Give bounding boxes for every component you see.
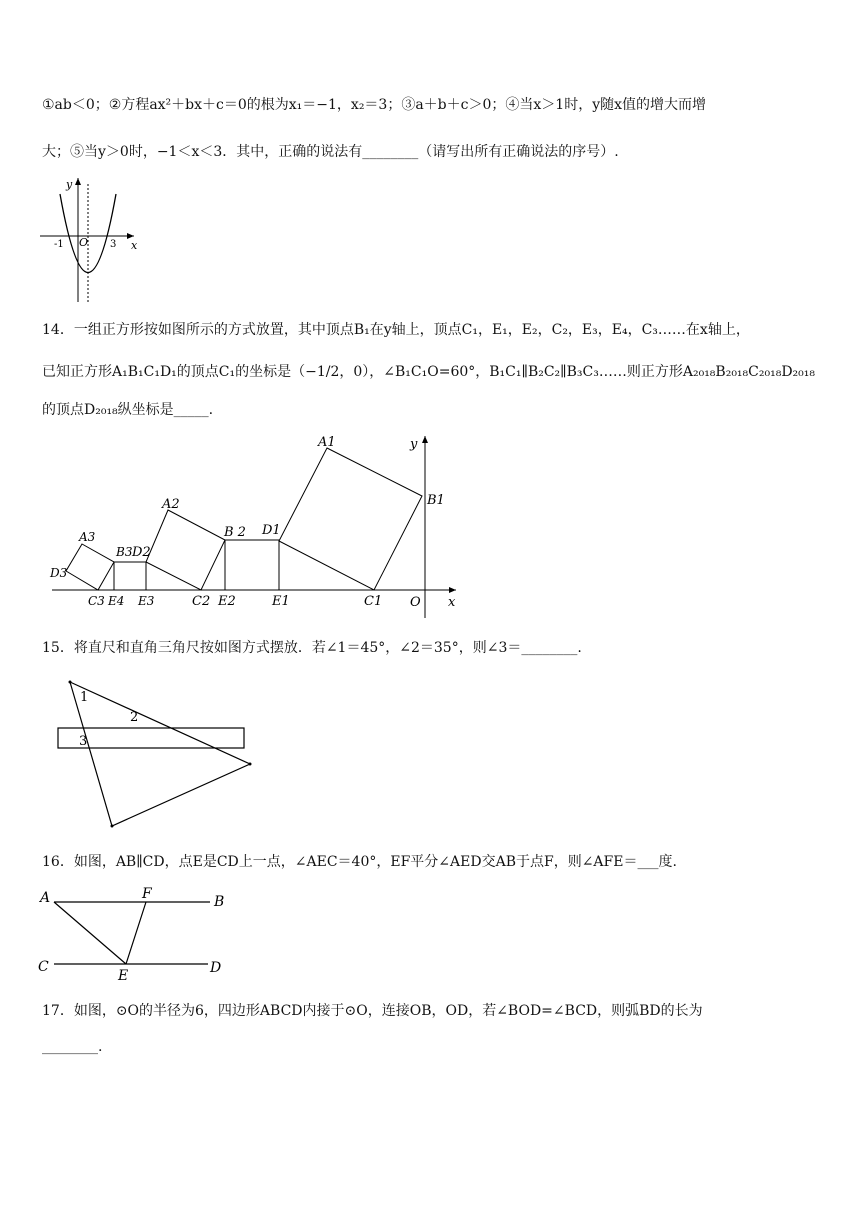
angle-2-label: 2	[130, 710, 139, 725]
q13-line2: 大；⑤当y＞0时，−1＜x＜3．其中，正确的说法有________（请写出所有正确说法的序号）.	[42, 144, 619, 160]
square-e1	[225, 540, 279, 590]
label-B2: B 2	[224, 525, 246, 540]
q16-parallel-lines-figure	[36, 884, 236, 984]
label-A: A	[40, 890, 51, 906]
label-E4: E4	[108, 594, 125, 608]
label-C3: C3	[88, 594, 105, 608]
label-A2: A2	[162, 497, 180, 512]
label-D3: D3	[50, 566, 68, 580]
q15-ruler-triangle-figure	[50, 674, 265, 834]
segment-FE	[126, 902, 146, 964]
q17-line1: 17．如图，⊙O的半径为6，四边形ABCD内接于⊙O，连接OB，OD，若∠BOD=∠BCD，则弧BD的长为	[42, 1003, 703, 1019]
q14-line2: 已知正方形A₁B₁C₁D₁的顶点C₁的坐标是（−1/2，0），∠B₁C₁O=60°，B₁C₁∥B₂C₂∥B₃C₃……则正方形A₂₀₁₈B₂₀₁₈C₂₀₁₈D₂₀₁₈	[42, 364, 815, 380]
q14-squares-figure	[44, 428, 464, 620]
square-2	[146, 510, 225, 590]
segment-AE	[54, 902, 126, 964]
q13-line1: ①ab＜0；②方程ax²＋bx＋c＝0的根为x₁＝−1，x₂＝3；③a＋b＋c＞0；④当x＞1时，y随x值的增大而增	[42, 97, 707, 113]
label-B: B	[214, 894, 225, 910]
q14-line1: 14．一组正方形按如图所示的方式放置，其中顶点B₁在y轴上，顶点C₁，E₁，E₂，C₂，E₃，E₄，C₃……在x轴上，	[42, 322, 750, 338]
label-C: C	[38, 959, 49, 975]
triangle	[70, 682, 250, 826]
y-axis-arrow	[422, 436, 428, 443]
label-E3: E3	[138, 594, 155, 608]
label-D1: D1	[262, 523, 281, 538]
y-axis-arrow	[75, 178, 81, 185]
label-E1: E1	[272, 594, 290, 609]
square-1	[279, 448, 422, 590]
label-O: O	[410, 595, 421, 610]
vertex-top	[69, 681, 72, 684]
label-x: x	[448, 595, 456, 610]
q13-parabola-graph	[38, 176, 148, 306]
label-neg1: -1	[54, 239, 64, 250]
label-E2: E2	[218, 594, 236, 609]
label-E: E	[118, 968, 129, 984]
label-C1: C1	[364, 594, 383, 609]
q15-text: 15．将直尺和直角三角尺按如图方式摆放．若∠1＝45°，∠2＝35°，则∠3＝________.	[42, 640, 582, 656]
label-F: F	[142, 886, 152, 902]
angle-3-label: 3	[79, 734, 88, 749]
label-y: y	[66, 178, 73, 191]
vertex-right	[249, 763, 252, 766]
angle-1-label: 1	[80, 690, 89, 705]
label-B3: B3	[116, 545, 133, 559]
label-A3: A3	[79, 530, 96, 544]
label-x: x	[131, 239, 138, 252]
vertex-bottom	[111, 825, 114, 828]
square-3	[66, 544, 114, 590]
label-C2: C2	[192, 594, 211, 609]
q14-line3: 的顶点D₂₀₁₈纵坐标是_____.	[42, 402, 214, 418]
label-A1: A1	[318, 435, 336, 450]
label-origin: O	[79, 236, 89, 249]
q16-text: 16．如图，AB∥CD，点E是CD上一点，∠AEC＝40°，EF平分∠AED交AB于点F，则∠AFE＝___度.	[42, 854, 677, 870]
x-axis-arrow	[449, 587, 456, 593]
q17-line2: ________.	[42, 1039, 103, 1055]
label-B1: B1	[427, 493, 445, 508]
label-D2: D2	[132, 545, 151, 560]
square-e3	[114, 562, 146, 590]
label-D: D	[210, 960, 222, 976]
label-three: 3	[110, 239, 117, 250]
label-y: y	[410, 437, 418, 452]
